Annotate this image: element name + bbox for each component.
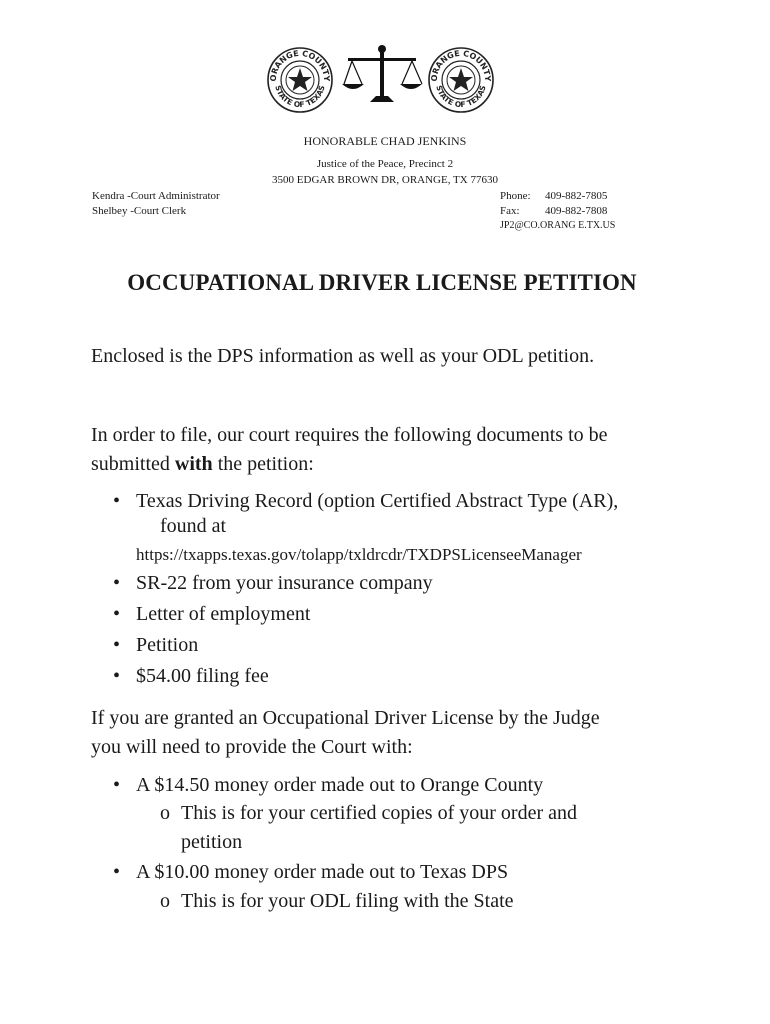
doc-item-driving-record-cont: found at [160,515,227,537]
doc-item-employment-letter: Letter of employment [136,603,311,625]
requirements-line-1: In order to file, our court requires the following documents to be [91,424,608,446]
left-seal-bottom-text: STATE OF TEXAS [273,84,327,110]
bullet-icon: • [113,634,121,656]
sub-bullet-icon: o [160,802,170,824]
payment-item-dps: A $10.00 money order made out to Texas DPS [136,861,509,883]
left-county-seal [266,46,334,114]
payment-item-county-note-cont: petition [181,831,243,853]
requirements-suffix: the petition: [212,453,314,475]
intro-paragraph: Enclosed is the DPS information as well as your ODL petition. [91,345,595,367]
bullet-icon: • [113,572,121,594]
requirements-prefix: submitted [91,453,175,475]
bullet-icon: • [113,490,121,512]
doc-item-driving-record: Texas Driving Record (option Certified Abstract Type (AR), [136,490,619,512]
phone-label: Phone: [500,190,531,202]
granted-line-2: you will need to provide the Court with: [91,736,413,758]
payment-item-county: A $14.50 money order made out to Orange County [136,774,544,796]
staff-clerk: Shelbey -Court Clerk [92,205,187,217]
right-seal-top-text: ORANGE COUNTY [429,48,493,82]
requirements-line-2 [91,450,314,479]
court-email: JP2@CO.ORANG E.TX.US [500,220,616,231]
scales-of-justice-icon [340,44,424,108]
bullet-icon: • [113,861,121,883]
judge-title: Justice of the Peace, Precinct 2 [316,158,454,170]
payment-item-county-note: This is for your certified copies of your order and [181,802,577,824]
requirements-emphasis: with [174,453,213,475]
doc-item-sr22: SR-22 from your insurance company [136,572,433,594]
sub-bullet-icon: o [160,890,170,912]
granted-line-1: If you are granted an Occupational Driver License by the Judge [91,707,600,729]
judge-name: HONORABLE CHAD JENKINS [303,134,467,148]
bullet-icon: • [113,774,121,796]
phone-value: 409-882-7805 [545,190,608,202]
left-seal-top-text: ORANGE COUNTY [268,48,332,82]
fax-value: 409-882-7808 [545,205,608,217]
doc-item-filing-fee: $54.00 filing fee [136,665,269,687]
court-address: 3500 EDGAR BROWN DR, ORANGE, TX 77630 [272,174,498,186]
document-title: OCCUPATIONAL DRIVER LICENSE PETITION [127,270,637,295]
bullet-icon: • [113,603,121,625]
right-seal-bottom-text: STATE OF TEXAS [434,84,488,110]
fax-label: Fax: [500,205,520,217]
doc-item-petition: Petition [136,634,199,656]
payment-item-dps-note: This is for your ODL filing with the State [181,890,514,912]
bullet-icon: • [113,665,121,687]
staff-administrator: Kendra -Court Administrator [92,190,220,202]
driving-record-url[interactable]: https://txapps.texas.gov/tolapp/txldrcdr/TXDPSLicenseeManager [136,545,582,564]
right-county-seal [427,46,495,114]
